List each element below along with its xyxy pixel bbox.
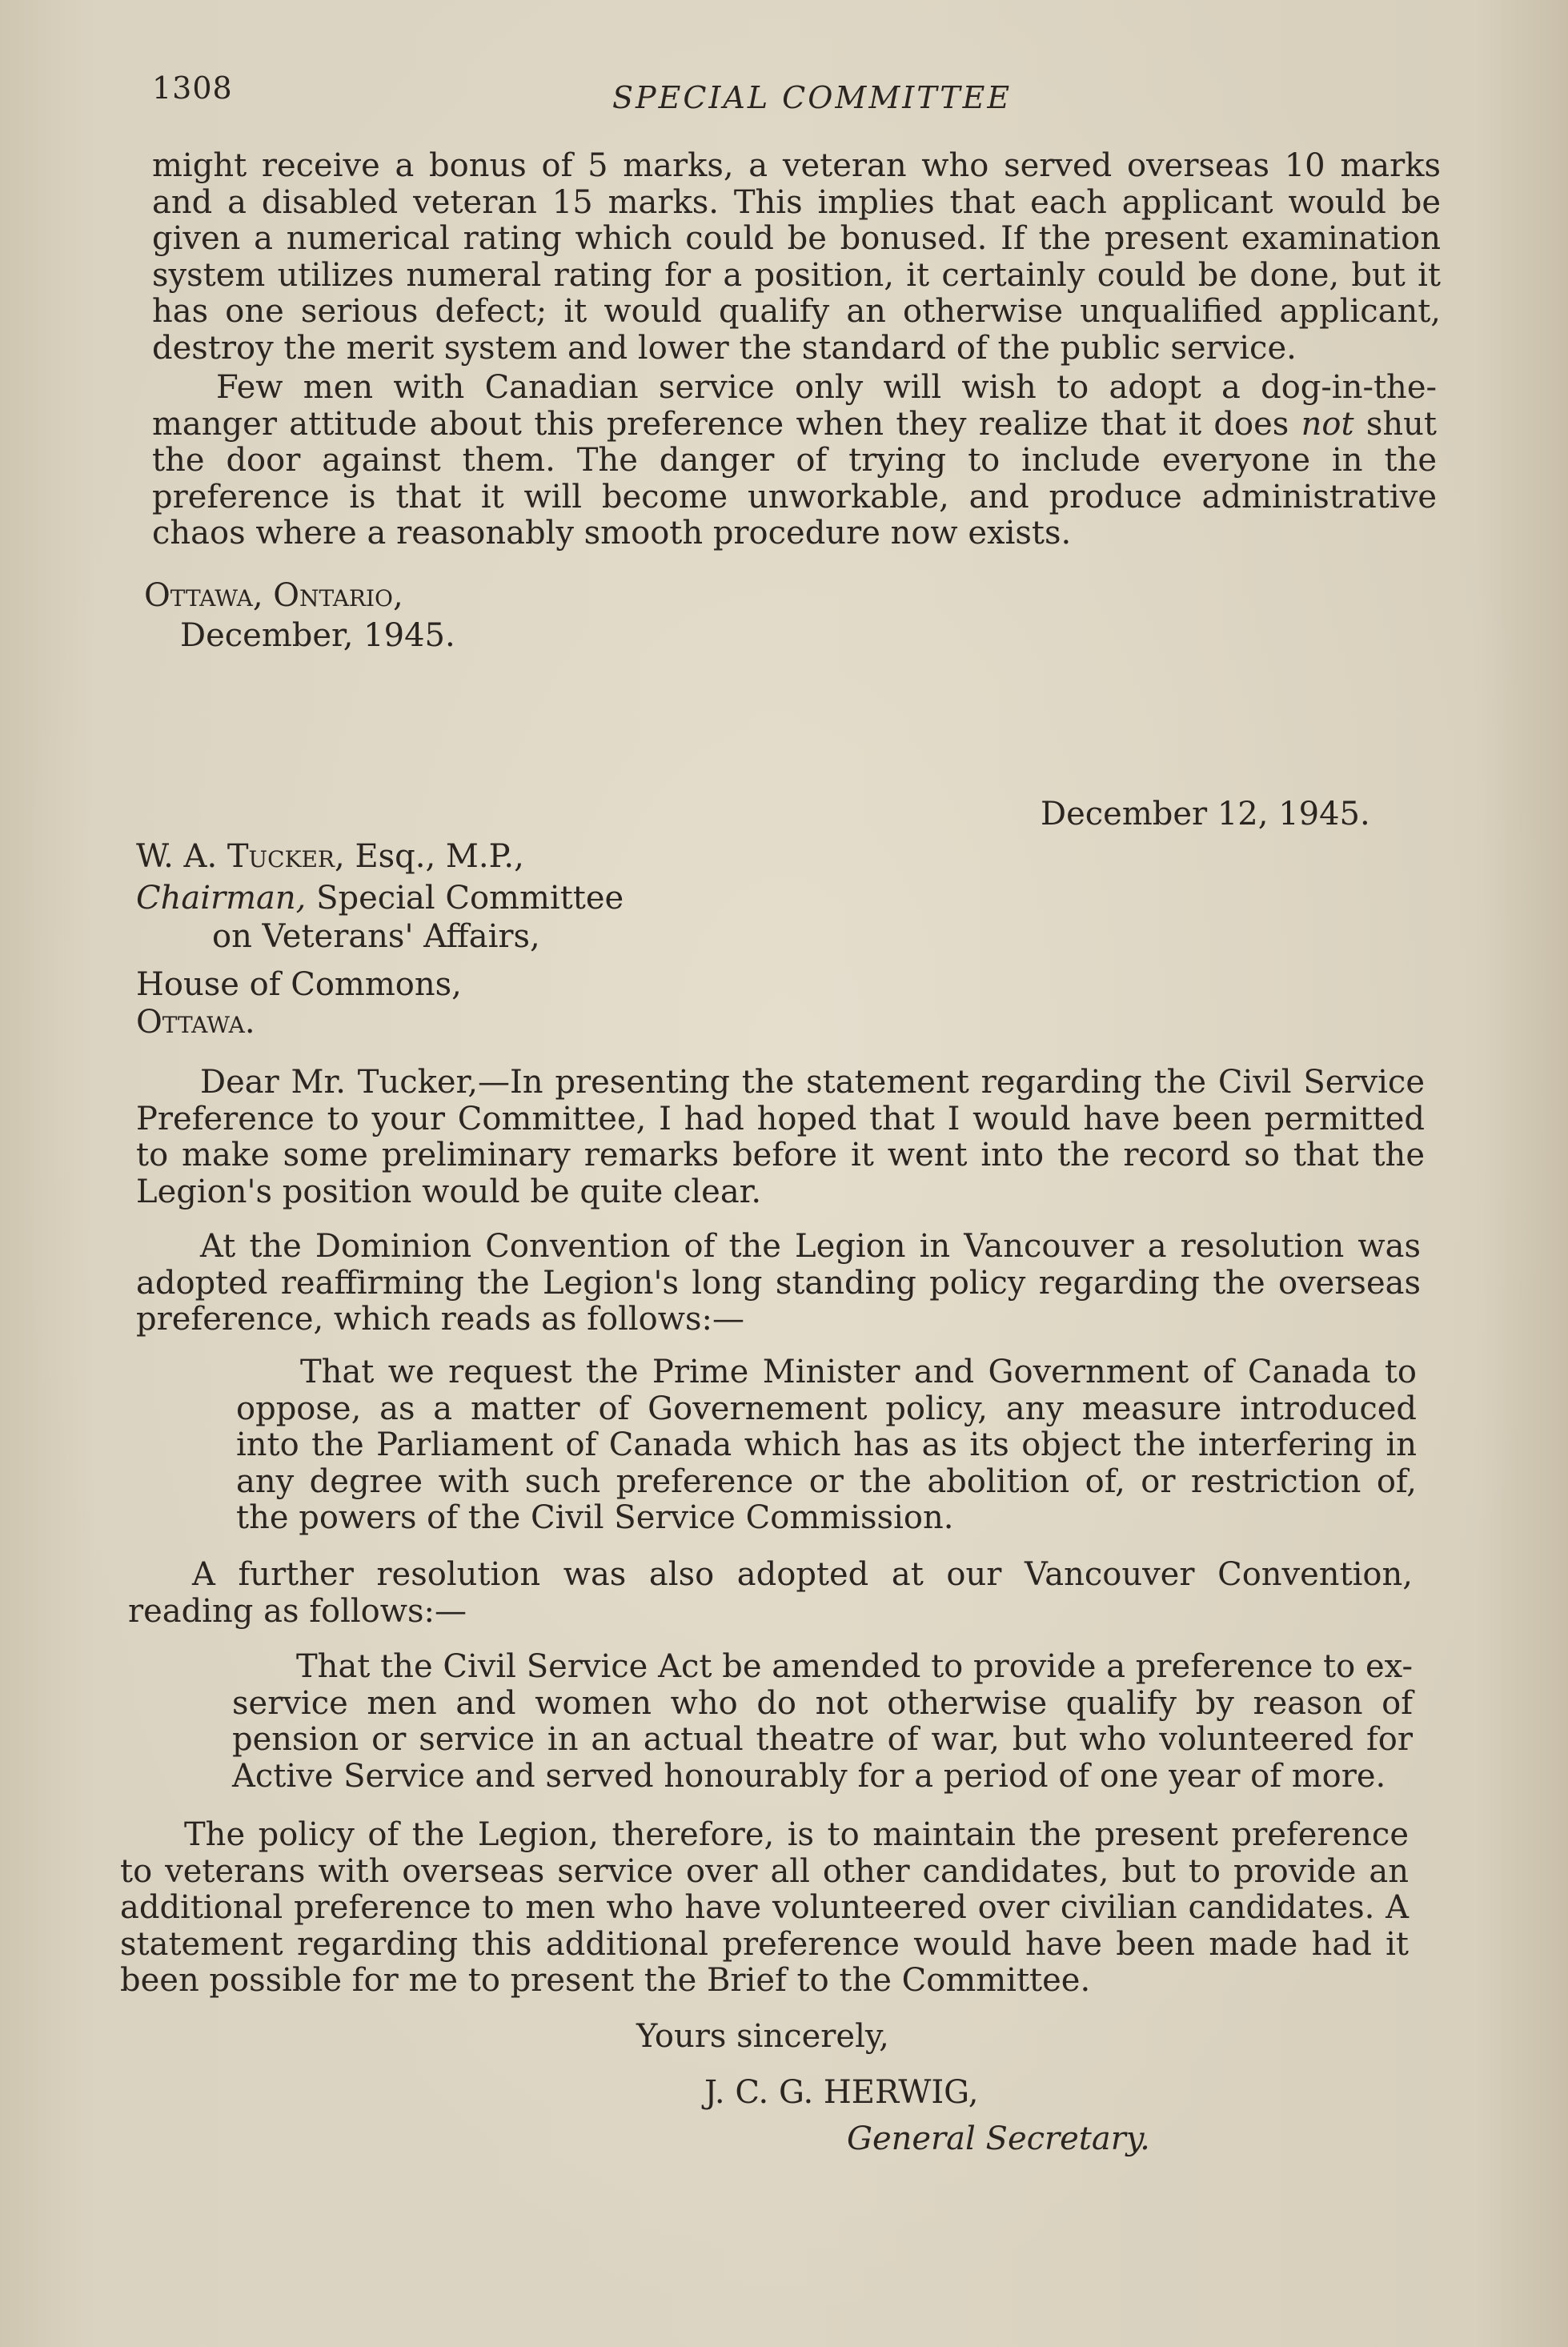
letter-closing: Yours sincerely, bbox=[636, 2018, 889, 2055]
signature-title: General Secretary. bbox=[847, 2120, 1150, 2157]
memo-paragraph-2-emphasis: not bbox=[1301, 405, 1354, 443]
letter-paragraph-4: The policy of the Legion, therefore, is to maintain the present preference to veterans with overseas service over all other candidates, but to provide an additional preference to men who have volunteered over civilian candidates. A statement regarding this additional preference would have been made had it been possible for me to present the Brief to the Committee. bbox=[120, 1816, 1409, 1999]
addressee-role-rest: Special Committee bbox=[306, 880, 624, 917]
addressee-role: Chairman, bbox=[136, 880, 307, 917]
memo-date: December, 1945. bbox=[180, 617, 455, 654]
running-title: SPECIAL COMMITTEE bbox=[612, 80, 1013, 115]
memo-paragraph-2-part-1: Few men with Canadian service only will wish to adopt a dog-in-the-manger attitude about this preference when they realize that it does bbox=[152, 369, 1437, 443]
addressee-name: W. A. Tucker, bbox=[136, 838, 345, 875]
addressee-city: Ottawa. bbox=[136, 1004, 255, 1041]
quoted-resolution-1: That we request the Prime Minister and Government of Canada to oppose, as a matter of Governement policy, any measure introduced into the Parliament of Canada which has as its object the interfering in any degree with such preference or the abolition of, or restriction of, the powers of the Civil Service Commission. bbox=[236, 1354, 1417, 1536]
letter-paragraph-1: Dear Mr. Tucker,—In presenting the statement regarding the Civil Service Preference to your Committee, I had hoped that I would have been permitted to make some preliminary remarks before it went into the record so that the Legion's position would be quite clear. bbox=[136, 1064, 1425, 1210]
memo-paragraph-2-part-2: shut the door against them. The danger of trying to include everyone in the preference is that it will become unworkable, and produce administrative chaos where a reasonably smooth procedure now exists. bbox=[152, 405, 1437, 552]
letter-paragraph-3: A further resolution was also adopted at our Vancouver Convention, reading as follows:— bbox=[128, 1556, 1413, 1630]
page-number: 1308 bbox=[152, 70, 233, 106]
letter-paragraph-2: At the Dominion Convention of the Legion in Vancouver a resolution was adopted reaffirming the Legion's long standing policy regarding the overseas preference, which reads as follows:— bbox=[136, 1228, 1421, 1338]
addressee-line-2 bbox=[136, 881, 624, 917]
quoted-resolution-2: That the Civil Service Act be amended to provide a preference to ex-service men and women who do not otherwise qualify by reason of pension or service in an actual theatre of war, but who volunteered for Active Service and served honourably for a period of one year of more. bbox=[232, 1648, 1413, 1795]
memo-place: Ottawa, Ontario, bbox=[144, 577, 403, 614]
memo-paragraph-1: might receive a bonus of 5 marks, a veteran who served overseas 10 marks and a disabled veteran 15 marks. This implies that each applicant would be given a numerical rating which could be bonused. If the present examination system utilizes numeral rating for a position, it certainly could be done, but it has one serious defect; it would qualify an otherwise unqualified applicant, destroy the merit system and lower the standard of the public service. bbox=[152, 147, 1441, 367]
addressee-house: House of Commons, bbox=[136, 966, 462, 1003]
memo-paragraph-2 bbox=[152, 370, 1437, 552]
addressee-line-1 bbox=[136, 839, 524, 876]
addressee-line-3: on Veterans' Affairs, bbox=[212, 918, 540, 955]
signature-name: J. C. G. HERWIG, bbox=[704, 2074, 979, 2111]
letter-date: December 12, 1945. bbox=[1041, 796, 1370, 832]
addressee-suffix: Esq., M.P., bbox=[344, 838, 524, 875]
